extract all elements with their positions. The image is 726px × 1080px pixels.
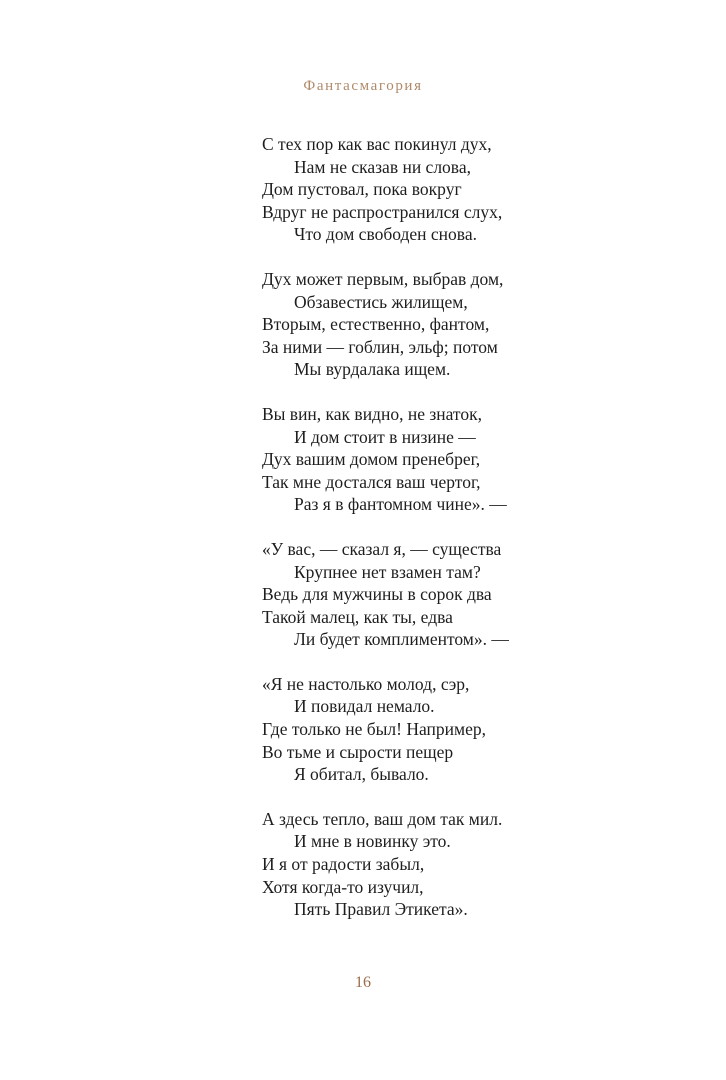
poem-line: Ли будет комплиментом». — (294, 629, 509, 650)
poem-line: Вторым, естественно, фантом, (262, 314, 490, 335)
running-title: Фантасмагория (303, 78, 423, 94)
poem-line: Такой малец, как ты, едва (262, 606, 453, 627)
poem-line: Мы вурдалака ищем. (294, 359, 451, 380)
poem-line: За ними — гоблин, эльф; потом (262, 336, 498, 357)
poem-line: Дух может первым, выбрав дом, (262, 268, 504, 289)
poem (262, 133, 682, 943)
poem-line: Где только не был! Например, (262, 719, 486, 740)
poem-line: Во тьме и сырости пещер (262, 741, 454, 762)
stanza (262, 403, 682, 516)
poem-line: И я от радости забыл, (262, 854, 425, 875)
stanza (262, 673, 682, 786)
poem-line: Что дом свободен снова. (294, 224, 477, 245)
poem-line: Нам не сказав ни слова, (294, 156, 471, 177)
poem-line: Ведь для мужчины в сорок два (262, 584, 492, 605)
stanza (262, 133, 682, 246)
poem-line: С тех пор как вас покинул дух, (262, 134, 492, 154)
poem-line: Вдруг не распространился слух, (262, 201, 503, 222)
poem-line: Вы вин, как видно, не знаток, (262, 403, 482, 424)
poem-line: Раз я в фантомном чине». — (294, 494, 507, 515)
page-number: 16 (355, 974, 371, 991)
poem-line: И мне в новинку это. (294, 831, 451, 852)
stanza (262, 268, 682, 381)
poem-line: Я обитал, бывало. (294, 764, 429, 785)
poem-line: Крупнее нет взамен там? (294, 561, 481, 582)
poem-line: И дом стоит в низине — (294, 426, 476, 447)
poem-line: И повидал немало. (294, 696, 435, 717)
poem-line: Обзавестись жилищем, (294, 291, 468, 312)
poem-line: Так мне достался ваш чертог, (262, 471, 481, 492)
stanza (262, 808, 682, 921)
poem-line: Пять Правил Этикета». (294, 899, 468, 920)
stanza (262, 538, 682, 651)
poem-line: «Я не настолько молод, сэр, (262, 673, 470, 694)
poem-line: Хотя когда-то изучил, (262, 876, 424, 897)
poem-line: Дом пустовал, пока вокруг (262, 179, 462, 200)
poem-line: «У вас, — сказал я, — существа (262, 538, 502, 559)
poem-line: Дух вашим домом пренебрег, (262, 449, 481, 470)
poem-line: А здесь тепло, ваш дом так мил. (262, 808, 503, 829)
